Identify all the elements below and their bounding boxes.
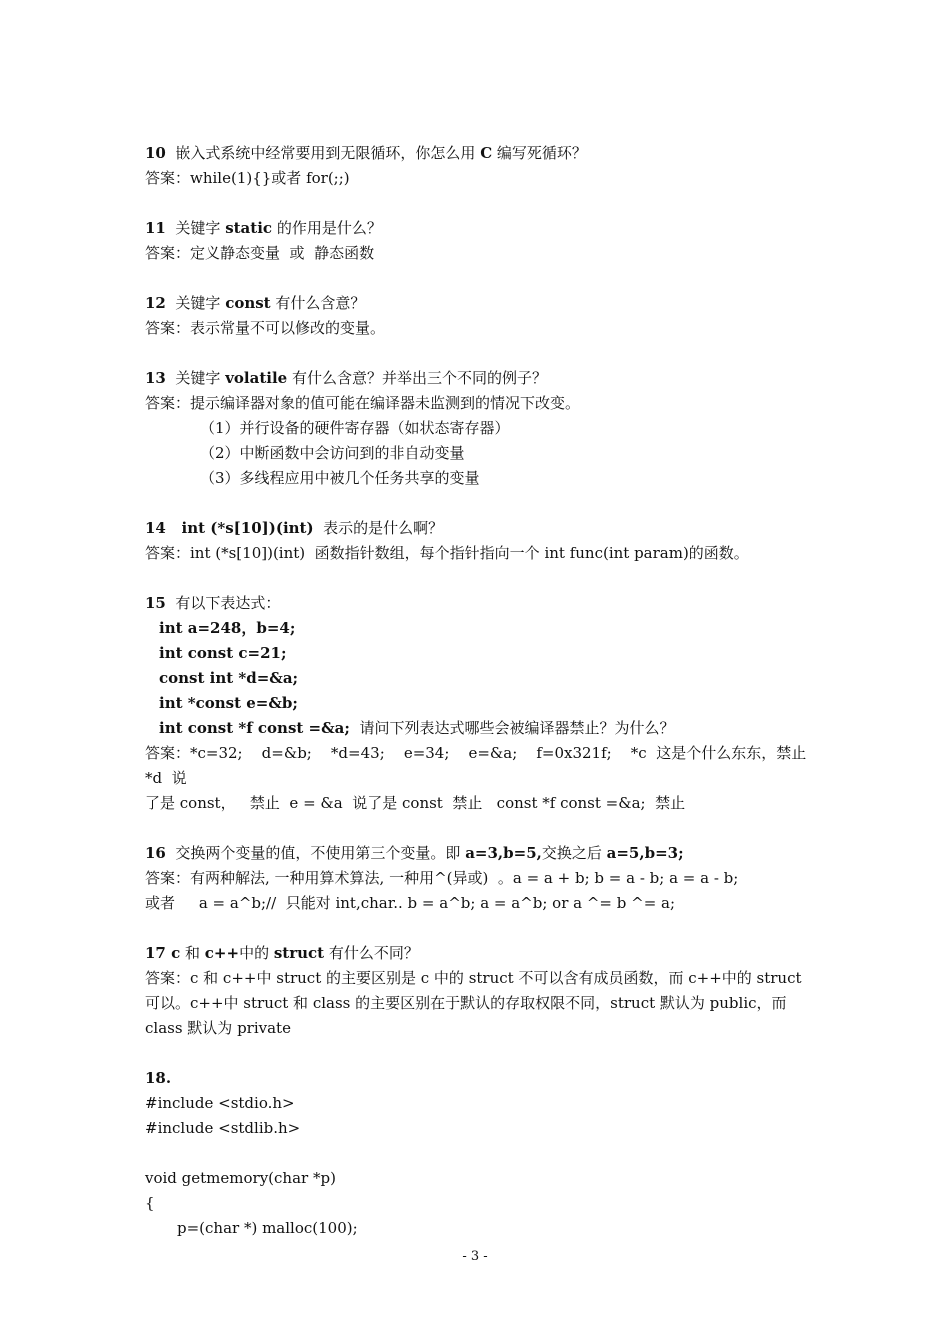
question-13: [145, 366, 807, 391]
code-line: [145, 1141, 807, 1166]
question-keyword: int (*s[10])(int): [165, 519, 314, 537]
spacer: [145, 566, 807, 591]
question-keyword: struct: [273, 944, 325, 962]
question-text: 有什么含意？并举出三个不同的例子？: [287, 369, 547, 387]
question-text: 交换之后: [541, 844, 607, 862]
question-18: 18.: [145, 1069, 172, 1087]
code-line: void getmemory(char *p): [145, 1169, 336, 1187]
question-14: [145, 516, 807, 541]
question-text: 有什么含意？: [270, 294, 366, 312]
question-keyword: static: [225, 219, 273, 237]
question-text: 交换两个变量的值，不使用第三个变量。即: [165, 844, 466, 862]
page-content: [145, 141, 816, 1241]
question-text: 的作用是什么？: [272, 219, 382, 237]
answer-10: 答案：while(1){}或者 for(;;): [145, 169, 350, 187]
question-text: 有什么不同？: [324, 944, 419, 962]
code-line: #include <stdlib.h>: [145, 1119, 301, 1137]
spacer: [145, 491, 807, 516]
question-text: 关键字: [165, 219, 226, 237]
question-text: 嵌入式系统中经常要用到无限循环，你怎么用: [165, 144, 481, 162]
question-text: 中的: [239, 944, 274, 962]
question-11: [145, 216, 807, 241]
question-number: 15: [145, 594, 166, 612]
spacer: [145, 816, 807, 841]
question-text: 请问下列表达式哪些会被编译器禁止？为什么？: [349, 719, 675, 737]
answer-11: 答案：定义静态变量 或 静态函数: [145, 244, 375, 262]
question-text: 关键字: [165, 369, 226, 387]
answer-12: 答案：表示常量不可以修改的变量。: [145, 319, 386, 337]
question-keyword: C: [480, 144, 493, 162]
answer-17-line: 可以。c++中 struct 和 class 的主要区别在于默认的存取权限不同，struct 默认为 public，而: [145, 994, 787, 1012]
answer-16-line: 答案：有两种解法, 一种用算术算法, 一种用^(异或) 。a = a + b; b = a - b; a = a - b;: [145, 869, 739, 887]
question-keyword: a=5,b=3;: [606, 844, 684, 862]
spacer: [145, 341, 807, 366]
code-text: int const *f const =&a;: [159, 719, 350, 737]
question-17: [145, 941, 807, 966]
code-line: {: [145, 1194, 155, 1212]
answer-15-line: 了是 const， 禁止 e = &a 说了是 const 禁止 const *f const =&a; 禁止: [145, 794, 686, 812]
question-number: 16: [145, 844, 166, 862]
question-number: 17 c: [145, 944, 181, 962]
spacer: [145, 1041, 807, 1066]
question-text: 表示的是什么啊？: [313, 519, 444, 537]
answer-17-line: 答案：c 和 c++中 struct 的主要区别是 c 中的 struct 不可以含有成员函数，而 c++中的 struct: [145, 969, 802, 987]
answer-14: 答案：int (*s[10])(int) 函数指针数组，每个指针指向一个 int func(int param)的函数。: [145, 544, 749, 562]
question-number: 12: [145, 294, 166, 312]
question-number: 11: [145, 219, 166, 237]
question-text: 和: [180, 944, 205, 962]
answer-13: 答案：提示编译器对象的值可能在编译器未监测到的情况下改变。: [145, 394, 581, 412]
question-10: [145, 141, 807, 166]
question-number: 10: [145, 144, 166, 162]
page-number: - 3 -: [462, 1249, 488, 1264]
code-line: const int *d=&a;: [159, 669, 299, 687]
answer-15-line: 答案：*c=32; d=&b; *d=43; e=34; e=&a; f=0x321f; *c 这是个什么东东，禁止 *d 说: [145, 744, 816, 787]
question-keyword: c++: [204, 944, 240, 962]
question-text: 关键字: [165, 294, 226, 312]
code-line-with-question: [145, 716, 807, 741]
example-item: （3）多线程应用中被几个任务共享的变量: [200, 469, 480, 487]
question-15: [145, 591, 807, 616]
question-16: [145, 841, 807, 866]
question-keyword: a=3,b=5,: [465, 844, 542, 862]
question-text: 编写死循环？: [492, 144, 587, 162]
example-item: （1）并行设备的硬件寄存器（如状态寄存器）: [200, 419, 510, 437]
code-line: int *const e=&b;: [159, 694, 298, 712]
question-keyword: const: [225, 294, 271, 312]
code-line: int a=248，b=4;: [159, 619, 296, 637]
question-number: 14: [145, 519, 166, 537]
spacer: [145, 266, 807, 291]
code-line: p=(char *) malloc(100);: [177, 1219, 358, 1237]
question-12: [145, 291, 807, 316]
code-line: int const c=21;: [159, 644, 287, 662]
spacer: [145, 191, 807, 216]
code-line: #include <stdio.h>: [145, 1094, 295, 1112]
answer-17-line: class 默认为 private: [145, 1019, 291, 1037]
question-keyword: volatile: [225, 369, 288, 387]
example-item: （2）中断函数中会访问到的非自动变量: [200, 444, 465, 462]
question-text: 有以下表达式：: [165, 594, 281, 612]
spacer: [145, 916, 807, 941]
question-number: 13: [145, 369, 166, 387]
answer-16-line: 或者 a = a^b;// 只能对 int,char.. b = a^b; a = a^b; or a ^= b ^= a;: [145, 894, 676, 912]
